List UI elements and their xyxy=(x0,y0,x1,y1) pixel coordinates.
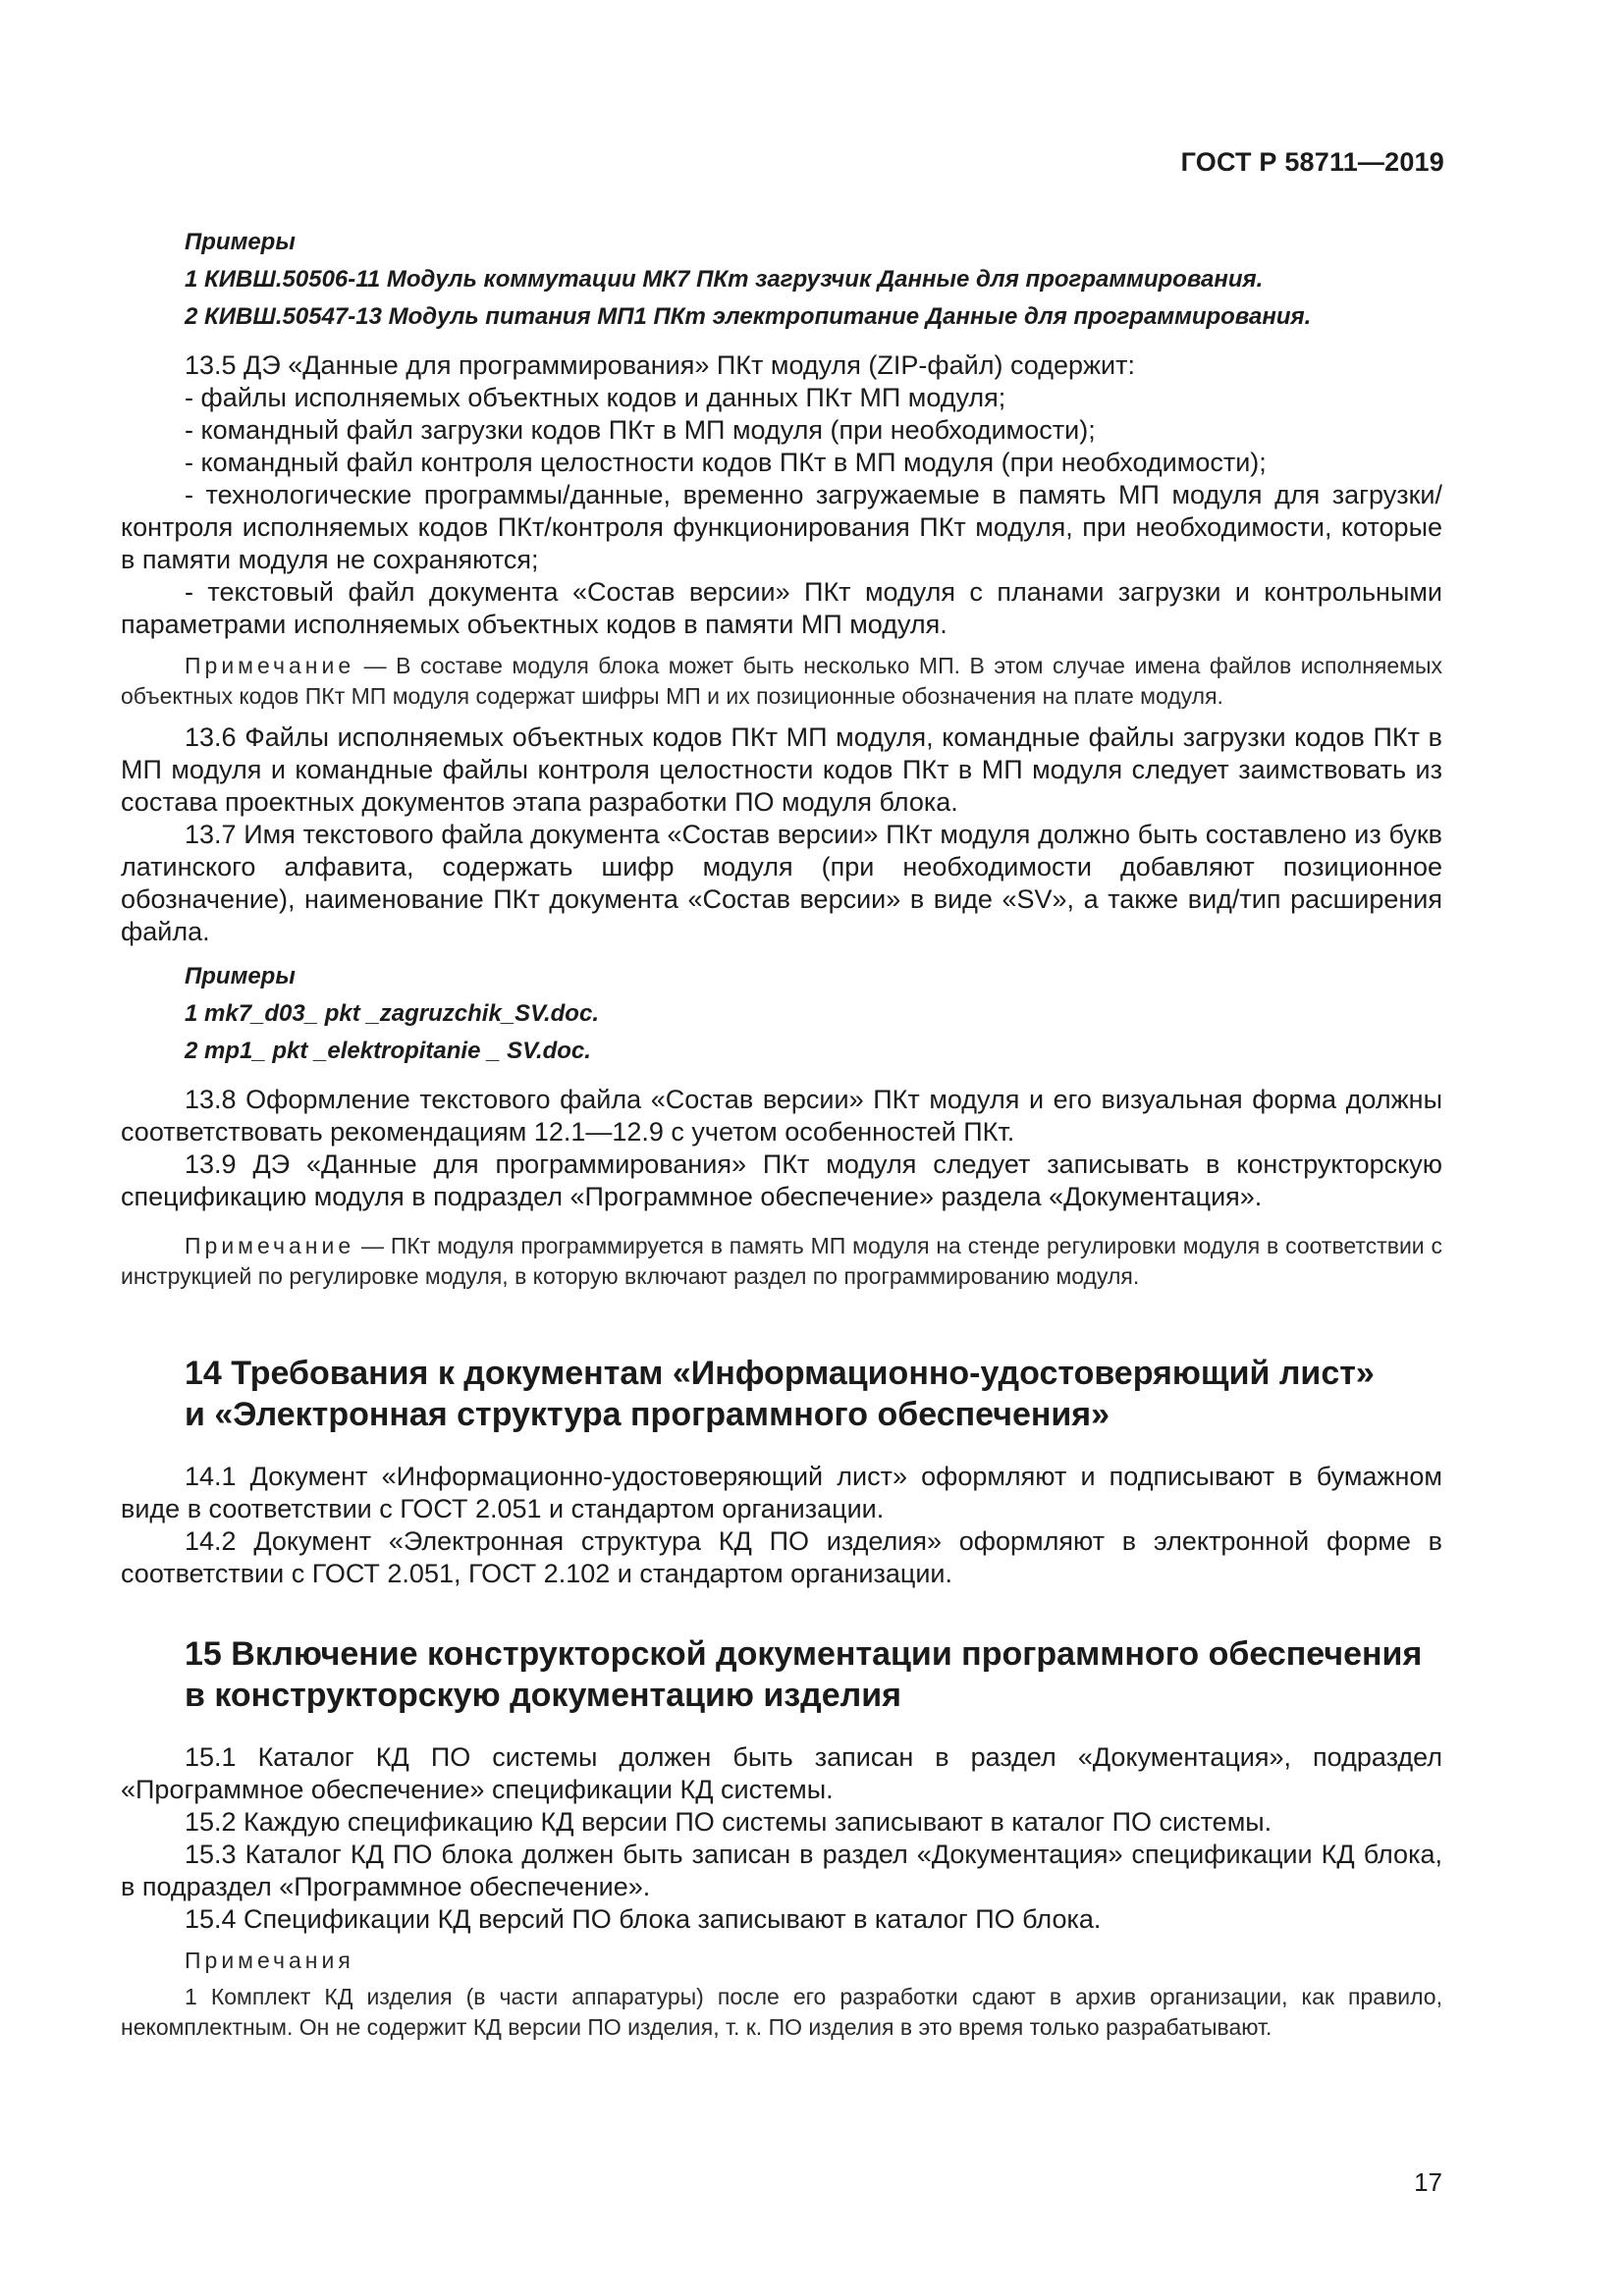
examples-block-2 xyxy=(121,958,1442,1070)
section-14-title xyxy=(185,1353,1442,1435)
paragraph-13-8: 13.8 Оформление текстового файла «Состав версии» ПКт модуля и его визуальная форма должны соответствовать рекомендациям 12.1—12.9 с учетом особенностей ПКт. xyxy=(121,1085,1442,1147)
list-item: - командный файл загрузки кодов ПКт в МП модуля (при необходимости); xyxy=(185,415,1096,445)
section-title-line: в конструкторскую документацию изделия xyxy=(185,1677,901,1714)
list-item: - командный файл контроля целостности кодов ПКт в МП модуля (при необходимости); xyxy=(185,448,1267,477)
note-label: Примечание xyxy=(185,1233,355,1258)
paragraph-14-2: 14.2 Документ «Электронная структура КД ПО изделия» оформляют в электронной форме в соответствии с ГОСТ 2.051, ГОСТ 2.102 и стандартом организации. xyxy=(121,1526,1442,1588)
examples-block-1 xyxy=(121,224,1442,336)
note-1 xyxy=(121,651,1442,712)
paragraph-13-9: 13.9 ДЭ «Данные для программирования» ПКт модуля следует записывать в конструкторскую спецификацию модуля в подраздел «Программное обеспечение» раздела «Документация». xyxy=(121,1149,1442,1211)
examples-title: Примеры xyxy=(185,963,296,989)
example-line: 2 КИВШ.50547-13 Модуль питания МП1 ПКт электропитание Данные для программирования. xyxy=(185,303,1312,330)
note-text: — ПКт модуля программируется в память МП модуля на стенде регулировки модуля в соответствии с инструкцией по регулировке модуля, в которую включают раздел по программированию модуля. xyxy=(121,1233,1442,1289)
paragraph-14-1: 14.1 Документ «Информационно-удостоверяющий лист» оформляют и подписывают в бумажном виде в соответствии с ГОСТ 2.051 и стандартом организации. xyxy=(121,1462,1442,1523)
paragraph-15-2: 15.2 Каждую спецификацию КД версии ПО системы записывают в каталог ПО системы. xyxy=(185,1807,1272,1837)
section-15-note-1: 1 Комплект КД изделия (в части аппаратуры) после его разработки сдают в архив организации, как правило, некомплектным. Он не содержит КД версии ПО изделия, т. к. ПО изделия в это время только разрабатывают. xyxy=(121,1984,1442,2040)
page-number: 17 xyxy=(1414,2167,1442,2197)
section-title-line: 15 Включение конструкторской документации программного обеспечения xyxy=(185,1635,1423,1673)
section-15-title xyxy=(185,1633,1442,1716)
page-content xyxy=(121,224,1442,2043)
examples-title: Примеры xyxy=(185,229,296,255)
paragraph-13-7: 13.7 Имя текстового файла документа «Состав версии» ПКт модуля должно быть составлено из букв латинского алфавита, содержать шифр модуля (при необходимости добавляют позиционное обозначение), наименование ПКт документа «Состав версии» в виде «SV», а также вид/тип расширения файла. xyxy=(121,820,1442,946)
example-line: 1 КИВШ.50506-11 Модуль коммутации МК7 ПКт загрузчик Данные для программирования. xyxy=(185,266,1264,293)
document-code-header: ГОСТ Р 58711—2019 xyxy=(1180,147,1444,177)
example-line: 2 mp1_ pkt _elektropitanie _ SV.doc. xyxy=(185,1038,591,1064)
paragraph-15-4: 15.4 Спецификации КД версий ПО блока записывают в каталог ПО блока. xyxy=(185,1904,1102,1934)
example-line: 1 mk7_d03_ pkt _zagruzchik_SV.doc. xyxy=(185,1000,599,1027)
list-item: - текстовый файл документа «Состав версии» ПКт модуля с планами загрузки и контрольными параметрами исполняемых объектных кодов в памяти МП модуля. xyxy=(121,577,1442,639)
section-title-line: и «Электронная структура программного обеспечения» xyxy=(185,1396,1110,1433)
note-label: Примечание xyxy=(185,653,355,678)
paragraph-13-6: 13.6 Файлы исполняемых объектных кодов ПКт МП модуля, командные файлы загрузки кодов ПКт в МП модуля и командные файлы контроля целостности кодов ПКт в МП модуля следует заимствовать из состава проектных документов этапа разработки ПО модуля блока. xyxy=(121,722,1442,817)
note-2 xyxy=(121,1231,1442,1292)
list-item: - технологические программы/данные, временно загружаемые в память МП модуля для загрузки/контроля исполняемых кодов ПКт/контроля функционирования ПКт модуля, при необходимости, которые в памяти модуля не сохраняются; xyxy=(121,480,1442,574)
section-title-line: 14 Требования к документам «Информационно-удостоверяющий лист» xyxy=(185,1355,1375,1392)
paragraph-13-5-intro: 13.5 ДЭ «Данные для программирования» ПКт модуля (ZIP-файл) содержит: xyxy=(185,350,1135,380)
list-item: - файлы исполняемых объектных кодов и данных ПКт МП модуля; xyxy=(185,383,1006,412)
paragraph-15-1: 15.1 Каталог КД ПО системы должен быть записан в раздел «Документация», подраздел «Программное обеспечение» спецификации КД системы. xyxy=(121,1742,1442,1804)
paragraph-15-3: 15.3 Каталог КД ПО блока должен быть записан в раздел «Документация» спецификации КД блока, в подраздел «Программное обеспечение». xyxy=(121,1840,1442,1901)
notes-heading: Примечания xyxy=(185,1948,354,1973)
note-text: — В составе модуля блока может быть несколько МП. В этом случае имена файлов исполняемых объектных кодов ПКт МП модуля содержат шифры МП и их позиционные обозначения на плате модуля. xyxy=(121,653,1442,709)
